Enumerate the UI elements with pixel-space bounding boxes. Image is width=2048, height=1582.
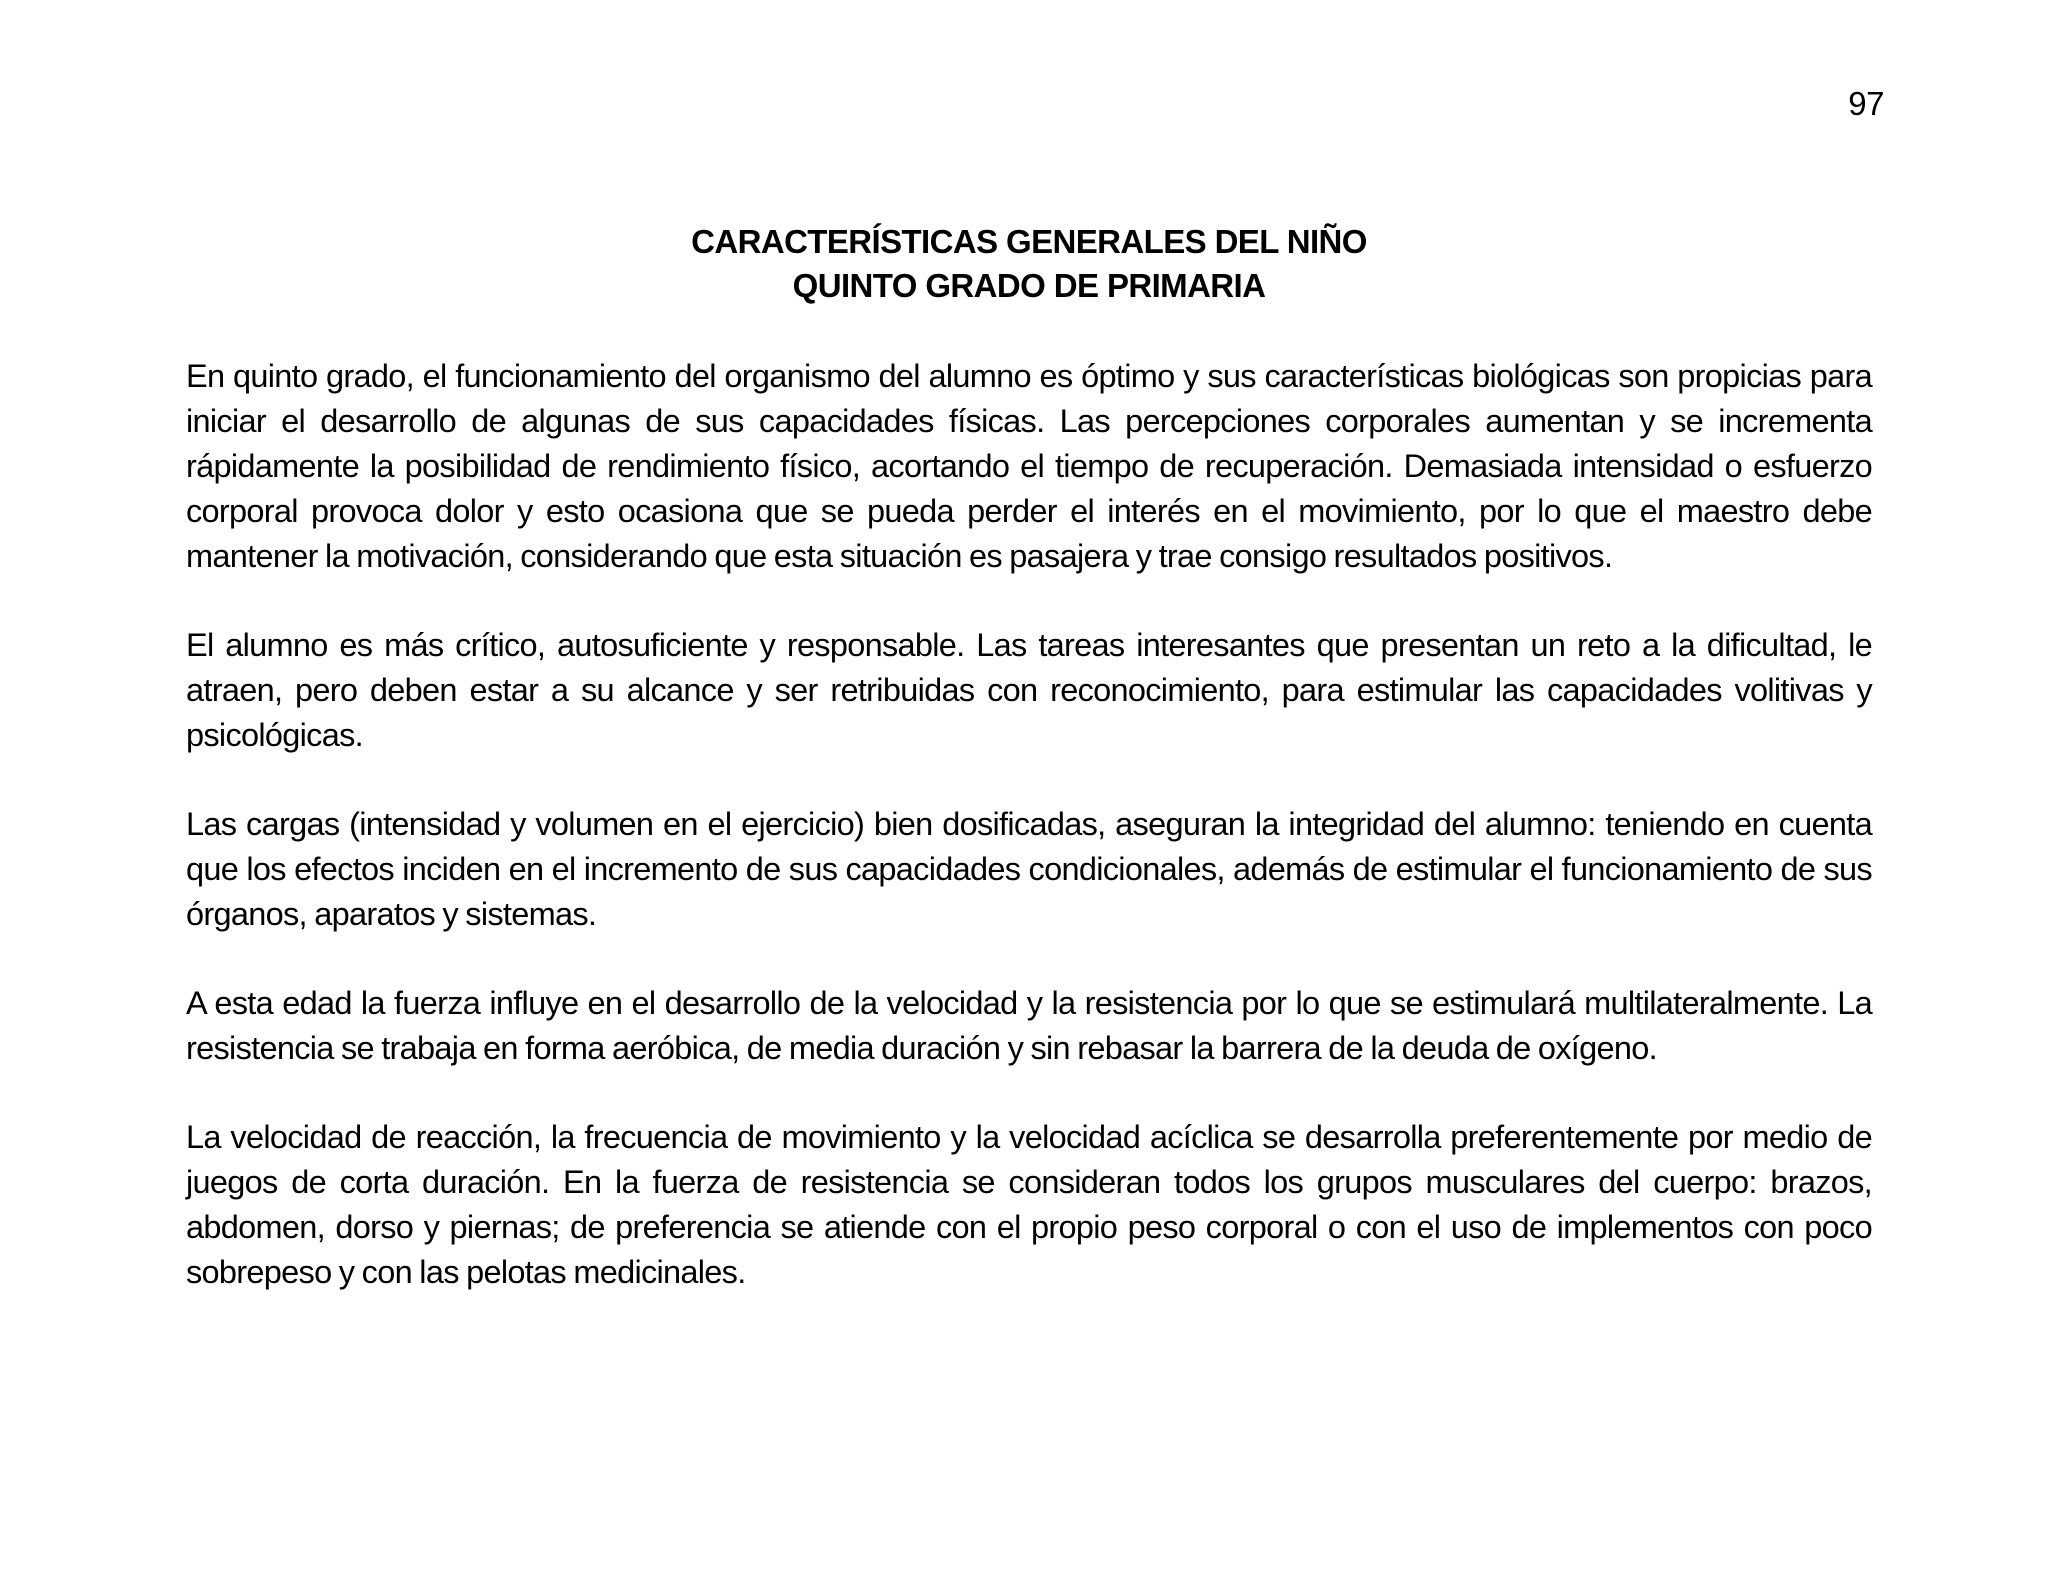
title-line-1: CARACTERÍSTICAS GENERALES DEL NIÑO <box>691 223 1367 260</box>
paragraph-3: Las cargas (intensidad y volumen en el ejercicio) bien dosificadas, aseguran la integridad del alumno: teniendo en cuenta que los efectos inciden en el incremento de sus capacidades condicionales, además de estimular el funcionamiento de sus órganos, aparatos y sistemas. <box>186 806 1872 932</box>
paragraph-2: El alumno es más crítico, autosuficiente y responsable. Las tareas interesantes que presentan un reto a la dificultad, le atraen, pero deben estar a su alcance y ser retribuidas con reconocimiento, para estimular las capacidades volitivas y psicológicas. <box>186 627 1872 753</box>
page-title <box>186 220 1872 308</box>
title-line-2: QUINTO GRADO DE PRIMARIA <box>792 267 1266 304</box>
body-text <box>186 354 1872 1339</box>
paragraph-4: A esta edad la fuerza influye en el desarrollo de la velocidad y la resistencia por lo que se estimulará multilateralmente. La resistencia se trabaja en forma aeróbica, de media duración y sin rebasar la barrera de la deuda de oxígeno. <box>186 985 1872 1066</box>
paragraph-5: La velocidad de reacción, la frecuencia de movimiento y la velocidad acíclica se desarrolla preferentemente por medio de juegos de corta duración. En la fuerza de resistencia se consideran todos los grupos musculares del cuerpo: brazos, abdomen, dorso y piernas; de preferencia se atiende con el propio peso corporal o con el uso de implementos con poco sobrepeso y con las pelotas medicinales. <box>186 1119 1872 1290</box>
page-number: 97 <box>1848 85 1884 122</box>
paragraph-1: En quinto grado, el funcionamiento del organismo del alumno es óptimo y sus características biológicas son propicias para iniciar el desarrollo de algunas de sus capacidades físicas. Las percepciones corporales aumentan y se incrementa rápidamente la posibilidad de rendimiento físico, acortando el tiempo de recuperación. Demasiada intensidad o esfuerzo corporal provoca dolor y esto ocasiona que se pueda perder el interés en el movimiento, por lo que el maestro debe mantener la motivación, considerando que esta situación es pasajera y trae consigo resultados positivos. <box>186 358 1872 574</box>
